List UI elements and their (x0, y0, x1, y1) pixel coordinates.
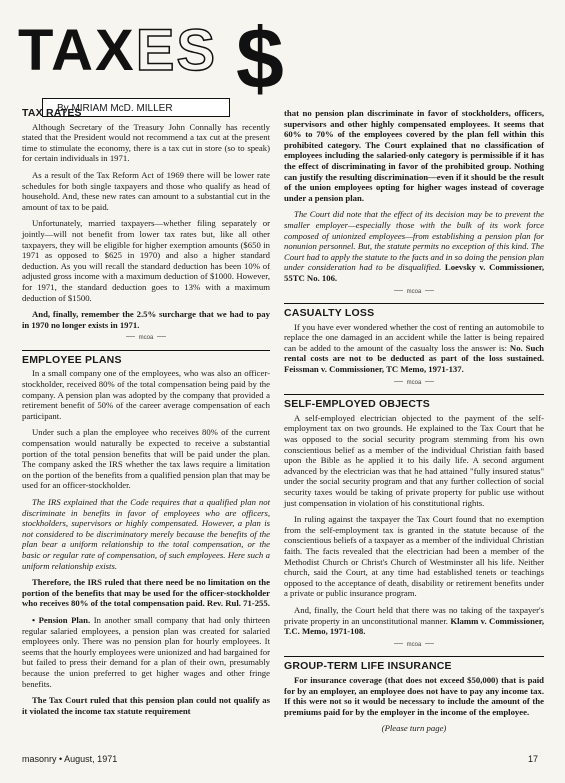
heading-rule (22, 350, 270, 351)
heading-tax-rates: TAX RATES (22, 107, 82, 119)
heading-casualty-loss: CASUALTY LOSS (284, 307, 375, 320)
continued-paragraph: that no pension plan discriminate in favor of stockholders, officers, supervisors and other highly compensated employees. It seems that 60% to 70% of the employees covered by the plan fell within this prohibited category. The Court explained that no classification of employees including the salaried-only category is permissible if it has the effect of discriminating in favor of the prohibited group. Nothing can justify the resulting discrimination—even if it should be the result of the union employees opting for higher wages instead of coverage under a pension plan. (284, 108, 544, 203)
employee-plans-paragraph-1: In a small company one of the employees, who was also an officer-stockholder, received 80% of the total compensation being paid by the company. A pension plan was adopted by the company that provided a retirement benefit of 50% of the career average compensation of each participant. (22, 368, 270, 421)
self-employed-paragraph-2: In ruling against the taxpayer the Tax Court found that no exemption from the self-employment tax is granted in the statute because of the conscientious beliefs of a taxpayer as a member of the individual Christian faith. The facts revealed that the electrician had been a member of the Methodist Church or Christ's Church of Westminster all his life. Neither church, said the Court, at any time had established tenets or teachings opposed to the acceptance of death, disability or retirement benefits under a private or public insurance program. (284, 514, 544, 599)
section-divider: mcoa (284, 381, 544, 389)
employee-plans-paragraph-5: • Pension Plan. In another small company that had only thirteen regular salaried employees, a pension plan was created for salaried employees only. There was no pension plan for hourly employees. It seems that the hourly employees were unionized and had bargained for but failed to press their demand for a plan of their own, presumably because the union preferred to get higher wages and other fringe benefits. (22, 614, 270, 689)
masthead-title: TAX (18, 18, 136, 83)
tax-rates-paragraph-1: Although Secretary of the Treasury John Connally has recently stated that the President would not recommend a tax cut at the present time to stimulate the economy, there is a tax cut in store (so to speak) for certain individuals in 1971. (22, 121, 270, 164)
heading-group-term-life: GROUP-TERM LIFE INSURANCE (284, 660, 452, 673)
section-divider: mcoa (284, 290, 544, 298)
employee-plans-paragraph-3: The IRS explained that the Code requires that a qualified plan not discriminate in benefits in favor of employees who are officers, stockholders, supervisors or highly compensated. However, a plan is not considered to be discriminatory merely because the benefits of the plan bear a uniform relationship to the total compensation, or the basic or regular rate of compensation, of such employees. Here such a uniform relationship exists. (22, 497, 270, 571)
heading-rule (284, 394, 544, 395)
byline: By MIRIAM McD. MILLER (42, 98, 230, 117)
tax-rates-paragraph-2: As a result of the Tax Reform Act of 1969 there will be lower rate schedules for both single taxpayers and those who qualify as head of household. And, these new rates can amount to a substantial cut in the amount of tax to be paid. (22, 169, 270, 212)
section-divider: mcoa (22, 336, 270, 344)
group-term-life-paragraph: For insurance coverage (that does not exceed $50,000) that is paid for by an employer, an employee does not have to pay any income tax. If this were not so it would be necessary to include the amount of the premiums paid for by the employer in the income of the employee. (284, 674, 544, 717)
continued-note: (Please turn page) (381, 723, 447, 734)
section-divider: mcoa (284, 643, 544, 651)
casualty-loss-paragraph: If you have ever wondered whether the cost of renting an automobile to replace the one damaged in an accident while the latter is being repaired can be added to the amount of the casualty loss the answer is: No. Such rental costs are not to be deducted as part of the loss sustained. Feissman v. Commissioner, TC Memo, 1971-137. (284, 321, 545, 375)
employee-plans-paragraph-4: Therefore, the IRS ruled that there need be no limitation on the portion of the benefits that may be used for the officer-stockholder who receives 80% of the total compensation paid. Rev. Rul. 71-255. (22, 577, 270, 609)
tax-rates-paragraph-4: And, finally, remember the 2.5% surcharge that we had to pay in 1970 no longer exists in 1971. (22, 309, 270, 330)
masthead-logo (18, 18, 218, 83)
heading-self-employed: SELF-EMPLOYED OBJECTS (284, 398, 430, 411)
tax-rates-paragraph-3: Unfortunately, married taxpayers—whether filing separately or jointly—will not benefit from lower tax rates but, like all other taxpayers, they will be eligible for higher exemption amounts ($650 in 1971 as opposed to $625 in 1970) and also a higher standard deduction. As you will recall the standard deduction has been 10% of adjusted gross income with a maximum deduction of $1000. However, for 1971, the standard deduction goes to 13% with a maximum deduction of $1500. (22, 218, 270, 303)
court-note-paragraph: The Court did note that the effect of its decision may be to prevent the smaller employer—especially those with the bulk of its work force composed of unionized employees—from establishing a pension plan for nonunion personnel. But, the statute permits no exception of this kind. The Court had to apply the statute to the facts and in so doing the pension plan under consideration had to be disqualified. Loevsky v. Commissioner, 55TC No. 106. (284, 209, 545, 283)
employee-plans-paragraph-2: Under such a plan the employee who receives 80% of the current compensation would naturally be expected to receive a substantial portion of the total pension benefits that will be paid under the plan. The company asked the IRS whether the tax laws require a limitation on the portion of the benefits from a qualified pension plan that may be used for an officer-stockholder. (22, 427, 270, 491)
employee-plans-paragraph-6: The Tax Court ruled that this pension plan could not qualify as it violated the income tax statute requirement (22, 695, 270, 716)
heading-rule (284, 656, 544, 657)
heading-employee-plans: EMPLOYEE PLANS (22, 353, 122, 366)
right-column (284, 108, 544, 740)
footer-publication: masonry • August, 1971 (22, 754, 118, 764)
dollar-sign-icon: $ (236, 11, 284, 107)
masthead-ghost-letters: ES (135, 18, 218, 83)
page-number: 17 (528, 754, 539, 764)
self-employed-paragraph-3: And, finally, the Court held that there was no taking of the taxpayer's private property in an unconstitutional manner. Klamm v. Commissioner, T.C. Memo, 1971-108. (284, 604, 544, 637)
left-column (22, 108, 270, 722)
heading-rule (284, 303, 544, 304)
self-employed-paragraph-1: A self-employed electrician objected to the payment of the self-employment tax on two grounds. He explained to the Tax Court that he was opposed to the social security program stemming from his own conscientious belief as a member of the individual Christian faith based upon the Bible as he applied it to his daily life. A second argument advanced by the electrician was that he had attained "fully insured status" under the social security program and that any further collection of social security taxes would be taking of private property for public use without just compensation in violation of his constitutional rights. (284, 412, 544, 508)
